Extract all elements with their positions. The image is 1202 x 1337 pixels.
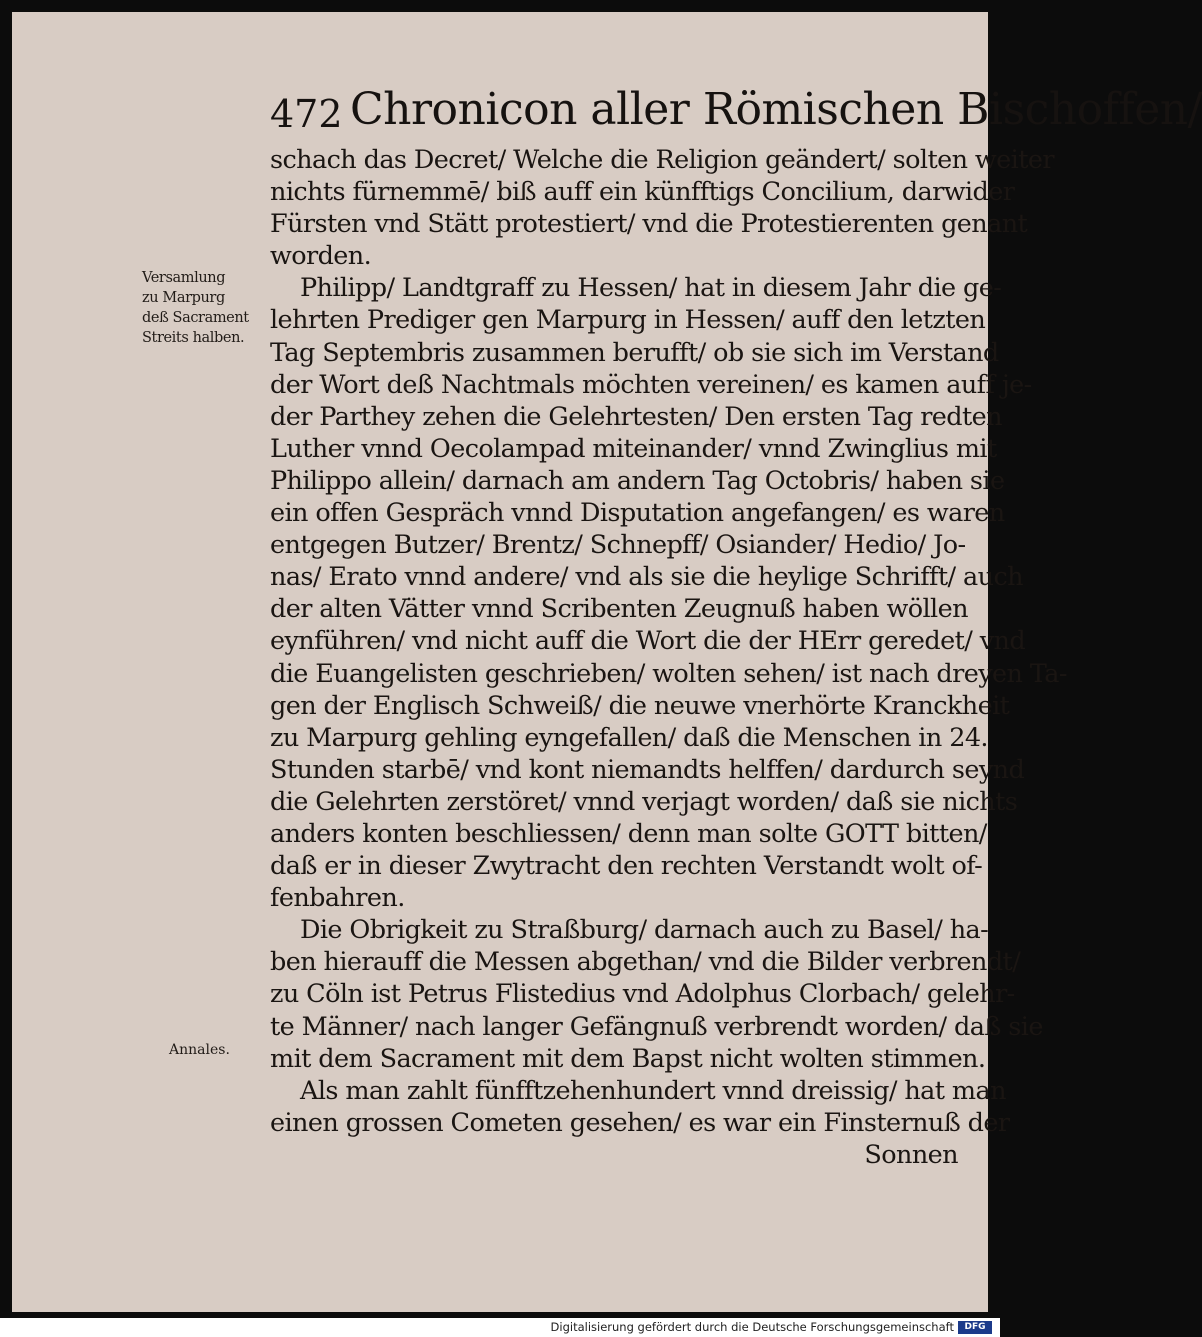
text-line: Philipp/ Landtgraff zu Hessen/ hat in diesem Jahr die ge- bbox=[300, 273, 1002, 304]
book-page bbox=[12, 12, 1202, 1312]
text-line: Philippo allein/ darnach am andern Tag Octobris/ haben sie bbox=[270, 465, 1005, 496]
text-line: lehrten Prediger gen Marpurg in Hessen/ auff den letzten bbox=[270, 305, 986, 336]
text-line: schach das Decret/ Welche die Religion geändert/ solten weiter bbox=[270, 145, 1054, 175]
text-line: eynführen/ vnd nicht auff die Wort die der HErr geredet/ vnd bbox=[270, 626, 1026, 657]
text-line: der Parthey zehen die Gelehrtesten/ Den ersten Tag redten bbox=[270, 401, 1002, 432]
text-line: entgegen Butzer/ Brentz/ Schnepff/ Osiander/ Hedio/ Jo- bbox=[270, 530, 966, 561]
margin-note bbox=[142, 268, 274, 348]
text-line: die Gelehrten zerstöret/ vnnd verjagt worden/ daß sie nichts bbox=[270, 786, 1018, 817]
page-number: 472 bbox=[270, 92, 343, 136]
text-line: nas/ Erato vnnd andere/ vnd als sie die heylige Schrifft/ auch bbox=[270, 562, 1023, 593]
text-line: daß er in dieser Zwytracht den rechten Verstandt wolt of- bbox=[270, 851, 983, 882]
text-line: zu Cöln ist Petrus Flistedius vnd Adolphus Clorbach/ gelehr- bbox=[270, 979, 1015, 1010]
text-line: nichts fürnemmē/ biß auff ein künfftigs Concilium, darwider bbox=[270, 177, 1015, 208]
text-line: Als man zahlt fünfftzehenhundert vnnd dreissig/ hat man bbox=[300, 1075, 1006, 1106]
text-line: der alten Vätter vnnd Scribenten Zeugnuß haben wöllen bbox=[270, 594, 968, 625]
text-line: ein offen Gespräch vnnd Disputation angefangen/ es waren bbox=[270, 498, 1005, 529]
text-line: die Euangelisten geschrieben/ wolten sehen/ ist nach dreyen Ta- bbox=[270, 658, 1067, 689]
margin-note-line: Streits halben. bbox=[142, 330, 245, 346]
text-line: einen grossen Cometen gesehen/ es war ein Finsternuß der bbox=[270, 1107, 1010, 1138]
text-line: Tag Septembris zusammen berufft/ ob sie sich im Verstand bbox=[270, 337, 999, 368]
text-line: te Männer/ nach langer Gefängnuß verbrendt worden/ daß sie bbox=[270, 1011, 1043, 1042]
margin-note-line: zu Marpurg bbox=[142, 290, 225, 306]
text-line: gen der Englisch Schweiß/ die neuwe vnerhörte Kranckheit bbox=[270, 690, 1010, 721]
text-line: anders konten beschliessen/ denn man solte GOTT bitten/ bbox=[270, 818, 987, 849]
running-title: Chronicon aller Römischen Bischoffen/ bbox=[350, 84, 1202, 135]
footer-bar bbox=[0, 1318, 1000, 1337]
margin-note-line: Versamlung bbox=[142, 270, 226, 286]
margin-note-annales: Annales. bbox=[169, 1042, 230, 1058]
body-text bbox=[270, 144, 1067, 1171]
dfg-logo-icon: DFG bbox=[958, 1321, 992, 1334]
catchword: Sonnen bbox=[864, 1139, 958, 1170]
margin-note-line: deß Sacrament bbox=[142, 310, 249, 326]
text-line: worden. bbox=[270, 241, 372, 272]
text-line: der Wort deß Nachtmals möchten vereinen/ es kamen auff je- bbox=[270, 369, 1032, 400]
text-line: ben hierauff die Messen abgethan/ vnd die Bilder verbrendt/ bbox=[270, 947, 1021, 978]
text-line: Fürsten vnd Stätt protestiert/ vnd die Protestierenten genant bbox=[270, 209, 1028, 240]
text-line: fenbahren. bbox=[270, 883, 405, 914]
page-header bbox=[270, 84, 1202, 144]
text-line: zu Marpurg gehling eyngefallen/ daß die Menschen in 24. bbox=[270, 722, 988, 753]
text-line: Luther vnnd Oecolampad miteinander/ vnnd Zwinglius mit bbox=[270, 433, 997, 464]
footer-credit: Digitalisierung gefördert durch die Deutsche Forschungsgemeinschaft bbox=[550, 1320, 954, 1334]
text-line: Stunden starbē/ vnd kont niemandts helffen/ dardurch seynd bbox=[270, 754, 1025, 785]
text-line: mit dem Sacrament mit dem Bapst nicht wolten stimmen. bbox=[270, 1043, 986, 1074]
text-line: Die Obrigkeit zu Straßburg/ darnach auch zu Basel/ ha- bbox=[300, 915, 989, 946]
